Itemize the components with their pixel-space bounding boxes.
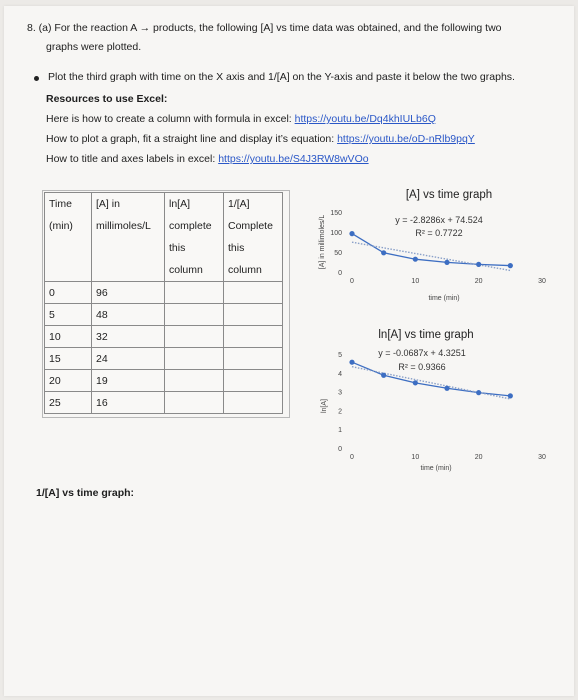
data-point xyxy=(444,386,449,391)
ln-a-cell[interactable] xyxy=(165,326,224,348)
ln-concentration-chart-svg xyxy=(304,316,564,476)
resource-3-text: How to title and axes labels in excel: xyxy=(46,153,219,165)
y-tick-label: 2 xyxy=(338,408,342,416)
data-point xyxy=(349,360,354,365)
concentration-cell: 48 xyxy=(92,304,165,326)
time-cell: 25 xyxy=(45,392,92,414)
header-cell: column xyxy=(224,259,283,282)
inverse-a-cell[interactable] xyxy=(224,392,283,414)
header-cell: complete xyxy=(165,215,224,237)
y-tick-label: 5 xyxy=(338,352,342,359)
r-squared-label: R² = 0.7722 xyxy=(415,228,463,238)
inverse-a-cell[interactable] xyxy=(224,282,283,304)
time-cell: 10 xyxy=(45,326,92,348)
time-cell: 0 xyxy=(45,282,92,304)
table-row xyxy=(45,370,283,392)
y-tick-label: 100 xyxy=(330,230,342,237)
question-line-2: graphs were plotted. xyxy=(46,41,142,53)
y-tick-label: 3 xyxy=(338,389,342,397)
data-point xyxy=(476,390,481,395)
concentration-cell: 96 xyxy=(92,282,165,304)
trendline xyxy=(352,242,510,270)
header-cell: ln[A] xyxy=(165,193,224,216)
header-cell: [A] in xyxy=(92,193,165,216)
trendline-equation: y = -2.8286x + 74.524 xyxy=(395,215,483,225)
resource-2-text: How to plot a graph, fit a straight line and display it’s equation: xyxy=(46,133,338,145)
header-cell: Complete xyxy=(224,215,283,237)
ln-a-cell[interactable] xyxy=(165,370,224,392)
header-cell: this xyxy=(165,237,224,259)
header-cell: (min) xyxy=(45,215,92,237)
inverse-a-cell[interactable] xyxy=(224,326,283,348)
y-tick-label: 0 xyxy=(338,270,342,277)
bullet-instruction: Plot the third graph with time on the X axis and 1/[A] on the Y-axis and paste it below the two graphs. xyxy=(48,71,515,83)
data-point xyxy=(413,257,418,262)
x-tick-label: 20 xyxy=(474,278,483,285)
header-cell: this xyxy=(224,237,283,259)
table-row xyxy=(45,304,283,326)
concentration-cell: 19 xyxy=(92,370,165,392)
data-point xyxy=(476,262,481,267)
ln-a-cell[interactable] xyxy=(165,304,224,326)
time-cell: 5 xyxy=(45,304,92,326)
r-squared-label: R² = 0.9366 xyxy=(398,362,446,372)
data-point xyxy=(381,250,386,255)
y-tick-label: 4 xyxy=(338,370,342,378)
x-tick-label: 30 xyxy=(538,454,546,461)
header-cell xyxy=(45,237,92,259)
resource-3-link[interactable]: https://youtu.be/S4J3RW8wVOo xyxy=(218,153,369,165)
table-row xyxy=(45,348,283,370)
header-cell xyxy=(92,259,165,282)
resource-2-link[interactable]: https://youtu.be/oD-nRlb9pqY xyxy=(337,133,475,145)
concentration-cell: 24 xyxy=(92,348,165,370)
trendline-equation: y = -0.0687x + 4.3251 xyxy=(378,348,466,358)
time-cell: 20 xyxy=(45,370,92,392)
y-axis-label: [A] in millimoles/L xyxy=(319,214,326,270)
data-point xyxy=(381,373,386,378)
y-tick-label: 150 xyxy=(330,210,342,217)
concentration-cell: 32 xyxy=(92,326,165,348)
header-cell xyxy=(45,259,92,282)
ln-concentration-chart xyxy=(304,316,564,476)
data-point xyxy=(508,263,513,268)
ln-a-cell[interactable] xyxy=(165,282,224,304)
concentration-chart xyxy=(304,176,564,306)
data-point xyxy=(444,260,449,265)
x-tick-label: 30 xyxy=(538,278,546,285)
chart-title: [A] vs time graph xyxy=(405,189,493,201)
ln-a-cell[interactable] xyxy=(165,392,224,414)
concentration-chart-svg xyxy=(304,176,564,306)
resource-line-1 xyxy=(46,112,436,126)
x-axis-label: time (min) xyxy=(428,295,460,302)
y-axis-label: ln[A] xyxy=(321,398,328,414)
x-tick-label: 10 xyxy=(411,278,420,285)
header-cell: Time xyxy=(45,193,92,216)
header-cell xyxy=(92,237,165,259)
x-tick-label: 0 xyxy=(350,278,354,285)
x-axis-label: time (min) xyxy=(420,465,452,472)
data-point xyxy=(413,380,418,385)
x-tick-label: 20 xyxy=(474,454,483,461)
bullet-icon xyxy=(34,76,39,81)
x-tick-label: 10 xyxy=(411,454,420,461)
worksheet-page xyxy=(4,6,574,696)
header-cell: 1/[A] xyxy=(224,193,283,216)
resources-heading: Resources to use Excel: xyxy=(46,93,168,105)
resource-1-link[interactable]: https://youtu.be/Dq4khIULb6Q xyxy=(294,113,436,125)
resource-1-text: Here is how to create a column with formula in excel: xyxy=(46,113,295,125)
inverse-a-cell[interactable] xyxy=(224,348,283,370)
series-line xyxy=(352,234,510,266)
table-row xyxy=(45,392,283,414)
question-line-1: 8. (a) For the reaction A → products, the following [A] vs time data was obtained, and the following two xyxy=(27,22,502,34)
resource-line-3 xyxy=(46,152,369,166)
data-point xyxy=(508,393,513,398)
inverse-a-cell[interactable] xyxy=(224,304,283,326)
y-tick-label: 0 xyxy=(338,446,342,453)
x-tick-label: 0 xyxy=(350,454,354,461)
table-row xyxy=(45,282,283,304)
header-cell: millimoles/L xyxy=(92,215,165,237)
chart-title: ln[A] vs time graph xyxy=(378,329,474,341)
time-cell: 15 xyxy=(45,348,92,370)
table-row xyxy=(45,326,283,348)
footer-graph-label: 1/[A] vs time graph: xyxy=(36,487,135,499)
data-point xyxy=(349,231,354,236)
concentration-cell: 16 xyxy=(92,392,165,414)
data-table xyxy=(44,192,283,414)
header-cell: column xyxy=(165,259,224,282)
ln-a-cell[interactable] xyxy=(165,348,224,370)
y-tick-label: 1 xyxy=(338,427,342,435)
resource-line-2 xyxy=(46,132,475,146)
inverse-a-cell[interactable] xyxy=(224,370,283,392)
y-tick-label: 50 xyxy=(334,250,342,257)
